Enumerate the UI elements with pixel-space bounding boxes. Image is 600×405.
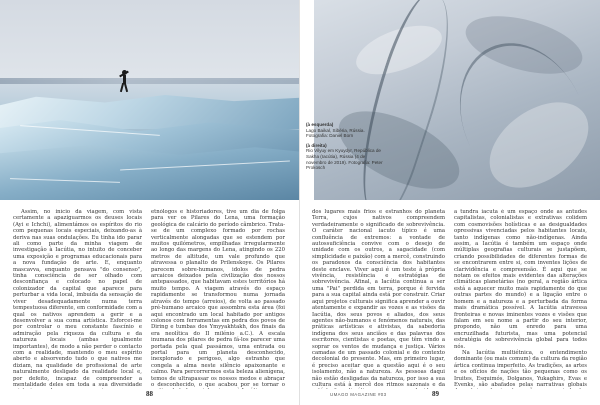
caption-left — [306, 122, 386, 139]
body-paragraph: a tundra iacuta é um espaço onde as antudes capitalistas, colonialistas e extrativas colidem com cosmovisões holísticas e as desigualdades opressivas vivenciadas pelos habitantes locais, tanto indígenas como não-indígenas. Ainda assim, a Iacútia é também um espaço onde múltiplas geografias culturais se justapõem, criando possibilidades de diferentes formas de se encontrarem entre si, com inventes lições de clarividência e compreensão. É aqui que se notam os efeitos mais evidentes das alterações climáticas planetárias (no geral, a região ártica está a aquecer muito mais rapidamente do que outras partes do mundo) e a ligação entre o homem e a natureza e a perturbada da forma mais dramática possível. A Iacútia atravessa fronteiras e novas iminentes vozes e visões que falam em seu nome a partir do seu interior, propondo, não um enredo para uma encruzilhada futurista, mas uma potencial estratégia de sobrevivência global para todos nós. — [454, 209, 587, 350]
frozen-lake-photo — [0, 0, 300, 200]
page-number-right: 89 — [432, 390, 439, 398]
caption-text: Lago Baikal, Sibéria, Rússia. Fotografia: Daniel Born — [306, 127, 365, 139]
page-number-left: 88 — [146, 390, 153, 398]
caption-right — [306, 143, 386, 171]
body-paragraph: Na Iacútia multiétnica, o entendimento dominante (ou mais comum) da cultura da região ártica continua imperfeito. As tradições, as artes e os ofícios de nações tão pequenas como os Iruites, Esquimós, Dolganos, Yukaghirs, Evas e Evenks, são abafados pelas narrativas globais — [454, 349, 587, 388]
magazine-name: UMAGO MAGAZINE #03 — [330, 392, 387, 397]
photo-captions — [306, 122, 386, 175]
person-figure — [118, 70, 130, 92]
body-paragraph: etnólogos e historiadores, tive um dia de folga para ver os Pilares do Lena, uma formação geológica de calcário do período câmbrico. Trata-se de um complexo formado por rochas verticalmente alongadas que se estendem por muitos quilómetros, empilhadas irregularmente ao longo das margens do Lena, atingindo os 220 metros de altitude, um vale profundo que atravessa o planalto de Prilenskoye. Os Pilares parecem sobre-humanos, idolos de pedra arcaicos deixados pela civilização dos nossos antepassados, que habitavam estes territórios há muito tempo. A viagem através do espaço rapidamente se transformou numa jornada através do tempo (arreios), de volta ao passado pré-humano arcaico que assombra esta área (foi aqui encontrado um local habitado por antigos colonos com ferramentas em pedra dos povos de Diring e tumbas dos Ymyyakhtakh, dos finais da era neolítica do II milénio a.C.). A escala inumana dos pilares de pedra fá-los parecer uma portada pela qual passámos, uma entrada ou portal para um planeta desconhecido, inexplorado e perigoso, algo estranho que congela a alma neste silêncio apaixonante e calmo. Para percorrermos esta beleza alienígena, temos de ultrapassar os nossos medos e abraçar o desconhecido, o que acabou por se tornar o — [151, 209, 285, 388]
right-column-2 — [454, 209, 587, 389]
right-column-1 — [312, 209, 445, 389]
caption-text: Rio Vilyuy em Kyuydyr, República de Sakha (Iacútia), Rússia (4 de novembro de 2019). Fotografia: Peter Prokosch — [306, 148, 383, 171]
left-column-2 — [151, 209, 285, 389]
left-column-1 — [13, 209, 142, 389]
body-paragraph: Assim, no início da viagem, com vista certamente a apaziguarmos os deuses locais (Ayi e Ichchi), alimentámos os espíritos do rio com pequenas locais especiais, deixando-as à deriva nas suas ondulações. Eu tinha ido parar ali como parte da minha viagem de investigação à Iacútia, no intuito de conceber uma exposição e programas educacionais para a nova fundação de arte. E, enquanto mascavva, enquanto pensava "do consenso", tinha consciência de ser olhado com desconfiança e colocado no papel de colonizador da capital que aparece para perturbar a vida local, imbuída da sensação de viver desadequadamente numa terra tempestuosa diferente, em conformidade com a qual os nativos aprendem a gerir e a desenvolver a sua coma artística. Esforcei-me por controlar o meu constante fascínio e admiração pela riqueza da cultura e da natureza locais (ambas igualmente importantes), de modo a não perder o contacto com a realidade, mantendo o meu espírito aberto e absorvendo tudo o que nativos me diziam, na qualidade de profissional de arte naturalmente desligado da realidade local e, por defeito, incapaz de compreender a mentalidade deles em toda a sua diversidade — [13, 209, 142, 388]
caption-label: (à direita) — [306, 142, 327, 148]
body-paragraph: dos lugares mais frios e estranhos do planeta Terra, cujos nativos compreendem verdadeiramente o significado de sobrevivência. O caráter nacional iacuto típico é uma confluência de extremos: a vontade de autossuficiência convive com o desejo de unidade com os outros, a sagacidade (com simplicidade e paixão) com a mercê, construindo os paradoxos da consciência dos habitantes deste enclave. Viver aqui é um teste à própria vivência, resistência e estratégias de sobrevivência. Afinal, a Iacútia continua a ser uma "Pai" perdida em terra, porque é fervida para a sua capital ainda está por construir. Criar aqui projetos culturais significa aprender a ouvir atentamente e expandir as vozes e as visões da Iacútia, dos seus povos e aliados, dos seus agentes não-humanos e fenómenos naturais, das práticas artísticas e ativistas, da sabedoria indígena dos seus anciãos e das palavras dos escritores, cientistas e poetas, que têm vindo a soprar os ventos de mudança e justiça. Vários camadas de um passado colonial e do contexto decolonial do presente. Mas, em primeiro lugar, é preciso aceitar que a questão aqui é o seu isolamento, não a natureza. As pessoas daqui não estão desligadas da natureza, por isso a sua cultura está à mercê dos ritmos sazonais e da — [312, 209, 445, 388]
caption-label: (à esquerda) — [306, 122, 334, 127]
